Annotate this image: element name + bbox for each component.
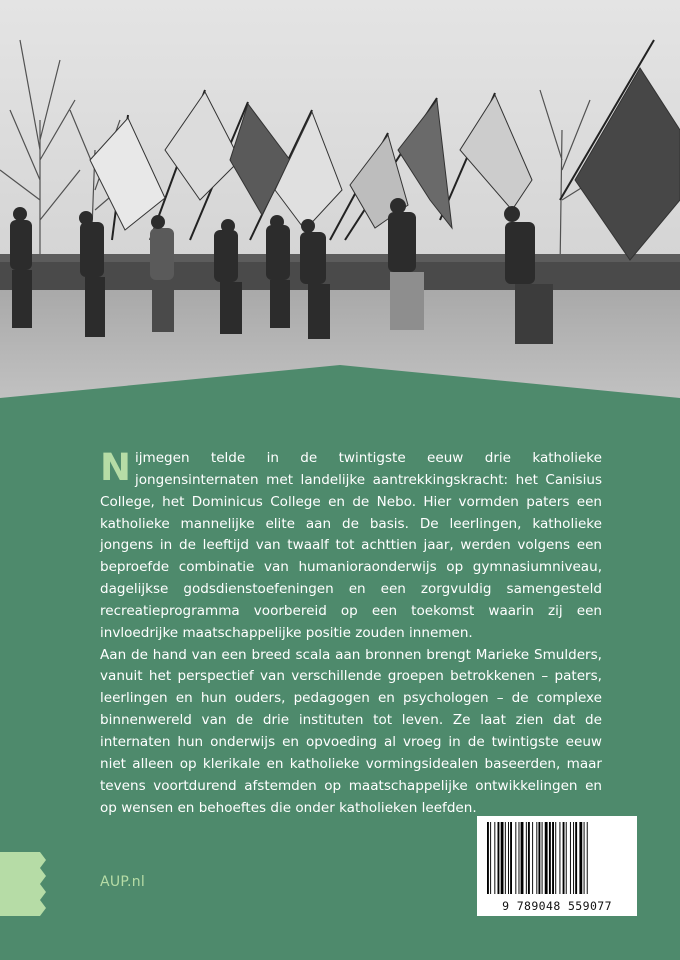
barcode-bar [575, 822, 577, 894]
barcode-bar [566, 822, 567, 894]
spine-edge-mark-icon [0, 852, 46, 916]
barcode-bar [519, 822, 520, 894]
barcode-bar [528, 822, 530, 894]
photo-boys-with-flags-illustration [0, 0, 680, 460]
barcode-bar [494, 822, 495, 894]
drop-cap: N [100, 446, 131, 489]
barcode-bar [501, 822, 504, 894]
blurb-paragraph-2: Aan de hand van een breed scala aan bronnen brengt Marieke Smulders, vanuit het perspectief van verschillende groepen betrokkenen – paters, leerlingen en hun ouders, pedagogen en psychologen – de complexe binnenwereld van de drie instituten tot leven. Ze laat zien dat de internaten hun onderwijs en opvoeding al vroeg in de twintigste eeuw niet alleen op klerikale en katholieke vormingsidealen baseerden, maar tevens voortdurend afstemden op maatschappelijke ontwikkelingen en op wensen en behoeftes die onder katholieken leefden. [100, 646, 602, 816]
barcode-bar [536, 822, 537, 894]
barcode-bar [570, 822, 571, 894]
isbn-number: 9 789048 559077 [502, 899, 612, 913]
barcode-bar [579, 822, 582, 894]
barcode-bar [538, 822, 540, 894]
barcode-bar [545, 822, 548, 894]
barcode-bar [559, 822, 560, 894]
barcode-bar [563, 822, 565, 894]
publisher-url[interactable]: AUP.nl [100, 874, 146, 890]
barcode-bar [505, 822, 506, 894]
barcode-bar [552, 822, 554, 894]
barcode-bar [508, 822, 509, 894]
barcode-bar [573, 822, 574, 894]
barcode-bar [584, 822, 585, 894]
barcode-bar [542, 822, 543, 894]
blurb-paragraph-1 [100, 448, 602, 645]
barcode-bar [587, 822, 588, 894]
isbn-barcode [477, 816, 637, 916]
cover-photo [0, 0, 680, 460]
barcode-bar [490, 822, 491, 894]
barcode-bar [532, 822, 533, 894]
barcode-bar [555, 822, 556, 894]
back-cover-blurb [100, 448, 602, 819]
barcode-bar [515, 822, 516, 894]
barcode-bar [549, 822, 551, 894]
barcode-bar [521, 822, 524, 894]
barcode-bar [498, 822, 500, 894]
barcode-bars [477, 816, 637, 900]
barcode-bar [510, 822, 512, 894]
barcode-bar [487, 822, 489, 894]
barcode-bar [526, 822, 527, 894]
paragraph-1-text: ijmegen telde in de twintigste eeuw drie katholieke jongensinternaten met landelijke aantrekkingskracht: het Canisius College, het Dominicus College en de Nebo. Hier vormden paters een katholieke mannelijke elite aan de basis. De leerlingen, katholieke jongens in de leeftijd van twaalf tot achttien jaar, werden volgens een beproefde combinatie van humanioraonderwijs op gymnasiumniveau, dagelijkse godsdienstoefeningen en een zorgvuldig samengesteld recreatieprogramma voorbereid op een toekomst waarin zij een invloedrijke maatschappelijke positie zouden innemen. [100, 450, 602, 641]
